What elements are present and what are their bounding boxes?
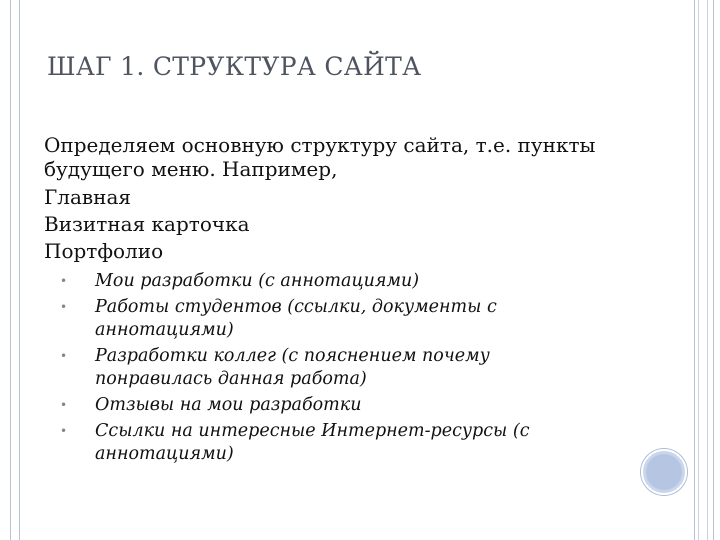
- list-item: [44, 270, 565, 293]
- list-item: [44, 345, 565, 391]
- slide-title: ШАГ 1. СТРУКТУРА САЙТА: [47, 52, 422, 81]
- right-frame-inner-decoration: [698, 0, 708, 540]
- left-frame-decoration: [10, 0, 20, 540]
- bullet-icon: •: [60, 300, 68, 314]
- slide-body: [44, 133, 604, 469]
- decorative-circle: [641, 449, 687, 495]
- bullet-icon: •: [60, 274, 68, 288]
- menu-item-portfolio: Портфолио: [44, 239, 164, 263]
- bullet-icon: •: [60, 349, 68, 363]
- list-item: [44, 420, 565, 466]
- list-item: [44, 296, 565, 342]
- bullet-icon: •: [60, 424, 68, 438]
- list-item-text: Ссылки на интересные Интернет-ресурсы (с аннотациями): [95, 421, 530, 464]
- bullet-icon: •: [60, 398, 68, 412]
- list-item-text: Разработки коллег (с пояснением почему понравилась данная работа): [95, 346, 490, 389]
- portfolio-sublist: [44, 270, 604, 466]
- list-item-text: Отзывы на мои разработки: [95, 395, 362, 415]
- list-item-text: Мои разработки (с аннотациями): [95, 271, 420, 291]
- list-item: [44, 394, 565, 417]
- menu-item-main: Главная: [44, 185, 132, 209]
- menu-item-business-card: Визитная карточка: [44, 212, 250, 236]
- intro-text: Определяем основную структуру сайта, т.е. пункты будущего меню. Например,: [44, 133, 596, 181]
- list-item-text: Работы студентов (ссылки, документы с аннотациями): [95, 297, 497, 340]
